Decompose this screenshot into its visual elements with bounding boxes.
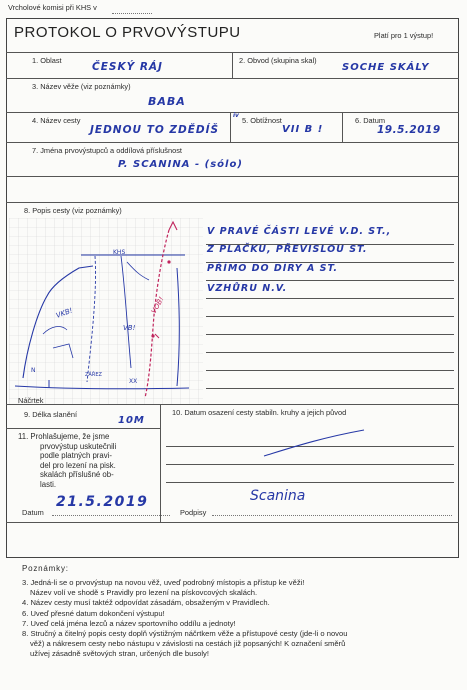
field-9-label: 9. Délka slanění [24,410,77,419]
row-line [6,142,459,143]
route-dot [151,334,154,337]
date-label: Datum [22,508,44,517]
rock-crack [121,256,131,368]
route-arrow [169,222,177,230]
route-desc-line-3: PŘÍMO DO DÍRY A ST. [207,263,338,274]
declaration-line: del pro lezení na pisk. [40,460,116,470]
f10-strike-line [260,428,370,458]
field-7-value: P. SCANINA - (sólo) [118,159,243,170]
declaration-line: podle platných pravi- [40,451,112,461]
field-4-value: JEDNOU TO ZDĚDÍŠ [90,124,220,136]
desc-line [206,280,454,281]
rock-crack [127,262,149,280]
desc-line [206,298,454,299]
sketch-mark-n: N [31,367,36,374]
row-line [6,78,459,79]
field-5-value: VII B ! [282,124,324,135]
note-line: 7. Uveď celá jména lezců a název sportovního oddílu a jednoty! [22,618,236,628]
route-arrow [155,334,159,338]
desc-line [206,334,454,335]
signatures-label: Podpisy [180,508,207,517]
col-divider [160,404,161,522]
date-dotline [52,515,170,516]
col-divider [342,112,343,142]
row-line [6,428,161,429]
route-desc-line-4: VZHŮRU N.V. [207,283,288,294]
field-3-value: BABA [148,95,186,108]
field-6-label: 6. Datum [355,116,385,125]
declaration-line: 11. Prohlašujeme, že jsme [18,432,110,441]
form-title: PROTOKOL O PRVOVÝSTUPU [14,24,241,41]
notes-title: Poznámky: [22,564,69,573]
col-divider [232,52,233,78]
row-line [6,522,459,523]
field-1-label: 1. Oblast [32,56,62,65]
rock-detail [53,344,73,358]
sketch-mark-vb: VB! [123,324,136,332]
page-validity: Platí pro 1 výstup! [374,31,434,40]
sketch-mark-vob: VOB! [149,295,166,315]
sketch-mark-zarez: ZÁŘEZ [85,372,102,378]
desc-line [206,352,454,353]
route-desc-line-1: V PRAVÉ ČÁSTI LEVÉ V.D. ST., [207,226,392,237]
field-10-label: 10. Datum osazení cesty stabiln. kruhy a jejich původ [172,408,347,417]
rock-crack [87,256,96,382]
note-line: užívej zásadně světových stran, určených dle busoly! [30,649,209,659]
date-value: 21.5.2019 [56,494,149,510]
rock-outline-right [177,268,179,386]
notes-block [22,578,347,660]
route-sketch [9,218,203,404]
field-9-value: 10M [118,415,145,426]
desc-line [206,388,454,389]
signature: Scanina [250,488,306,504]
sketch-label: Náčrtek [18,396,44,405]
note-line: 6. Uveď přesné datum dokončení výstupu! [22,608,165,618]
note-line: věž) a nákresem cesty nebo nástupu v závislosti na cestách již popsaných! K označení směrů [30,639,346,649]
ground-line [15,386,189,389]
field-8-label: 8. Popis cesty (viz poznámky) [24,206,122,215]
row-line [6,176,459,177]
field-4-label: 4. Název cesty [32,116,81,125]
desc-line [206,370,454,371]
field-5-label: 5. Obtížnost [242,116,282,125]
declaration-line: lasti. [40,479,57,489]
field-2-value: SOCHE SKÁLY [342,62,430,73]
commission-dotline [112,13,152,14]
field-6-value: 19.5.2019 [377,124,441,136]
route-desc-line-2: Z PLAČKU, PŘEVISLOU ST. [207,244,368,255]
col-divider [230,112,231,142]
route-dot [167,260,170,263]
rock-detail [43,327,67,334]
note-line: 8. Stručný a čitelný popis cesty doplň výstižným náčrtkem věže a přístupové cesty (jde-li o novou [22,629,348,639]
field-5-prefix: iv [233,112,239,119]
field-3-label: 3. Název věže (viz poznámky) [32,82,131,91]
f10-line [166,482,454,483]
note-line: Název volí ve shodě s Pravidly pro lezení na pískovcových skalách. [30,588,258,598]
row-line [6,404,459,405]
note-line: 4. Název cesty musí taktéž odpovídat zásadám, obsaženým v Pravidlech. [22,598,270,608]
declaration-line: skalách příslušné ob- [40,470,114,480]
sketch-mark-vkb: VKB! [54,306,74,320]
sketch-mark-khs: KHS [113,249,126,256]
field-1-value: ČESKÝ RÁJ [92,61,163,73]
f10-line [166,464,454,465]
field-7-label: 7. Jména prvovýstupců a oddílová příslušnost [32,146,182,155]
declaration-line: prvovýstup uskutečnili [40,441,117,451]
sketch-mark-xx: XX [129,378,138,385]
signatures-dotline [212,515,452,516]
row-line [6,202,459,203]
field-2-label: 2. Obvod (skupina skal) [239,56,317,65]
desc-line [206,316,454,317]
commission-label: Vrcholové komisi při KHS v [8,3,97,12]
note-line: 3. Jedná-li se o prvovýstup na novou věž, uveď podrobný místopis a přístup ke věži! [22,578,305,587]
rock-outline-left [23,266,93,378]
declaration-block [18,432,116,490]
